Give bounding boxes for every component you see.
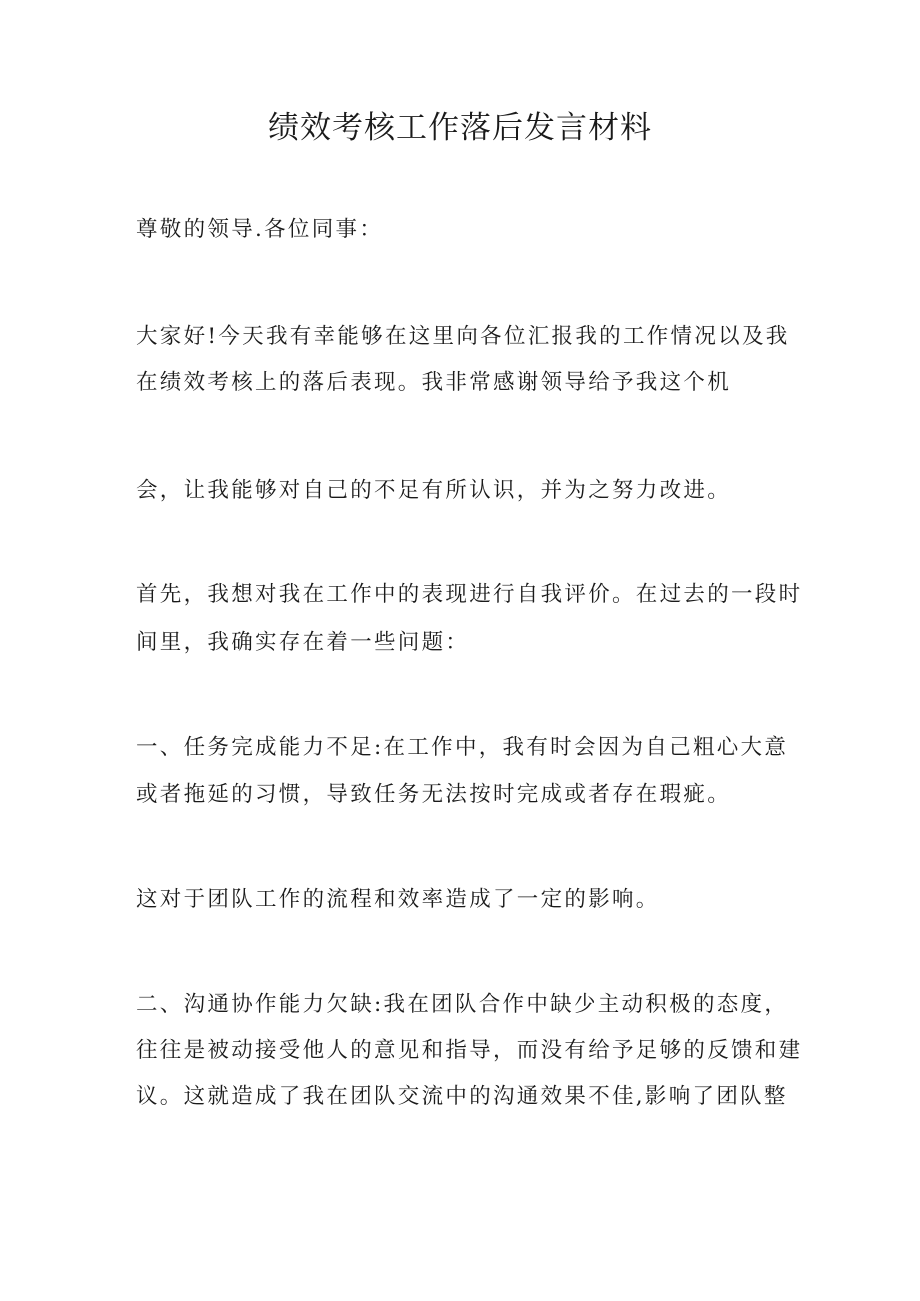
paragraph-line: 二、沟通协作能力欠缺:我在团队合作中缺少主动积极的态度， <box>136 992 789 1017</box>
paragraph-line: 大家好!今天我有幸能够在这里向各位汇报我的工作情况以及我 <box>136 324 790 349</box>
salutation-line: 尊敬的领导.各位同事： <box>136 217 384 242</box>
paragraph-line: 间里，我确实存在着一些问题： <box>136 630 470 655</box>
paragraph-line: 这对于团队工作的流程和效率造成了一定的影响。 <box>136 887 660 912</box>
paragraph-line: 或者拖延的习惯，导致任务无法按时完成或者存在瑕疵。 <box>136 782 732 807</box>
paragraph-line: 一、任务完成能力不足:在工作中，我有时会因为自己粗心大意 <box>136 735 789 760</box>
paragraph-line: 在绩效考核上的落后表现。我非常感谢领导给予我这个机 <box>136 370 732 395</box>
document-title: 绩效考核工作落后发言材料 <box>268 110 652 146</box>
paragraph-line: 会，让我能够对自己的不足有所认识，并为之努力改进。 <box>136 478 732 503</box>
paragraph-line: 往往是被动接受他人的意见和指导，而没有给予足够的反馈和建 <box>136 1038 803 1063</box>
paragraph-line: 议。这就造成了我在团队交流中的沟通效果不佳,影响了团队整 <box>136 1084 788 1109</box>
paragraph-line: 首先，我想对我在工作中的表现进行自我评价。在过去的一段时 <box>136 582 803 607</box>
